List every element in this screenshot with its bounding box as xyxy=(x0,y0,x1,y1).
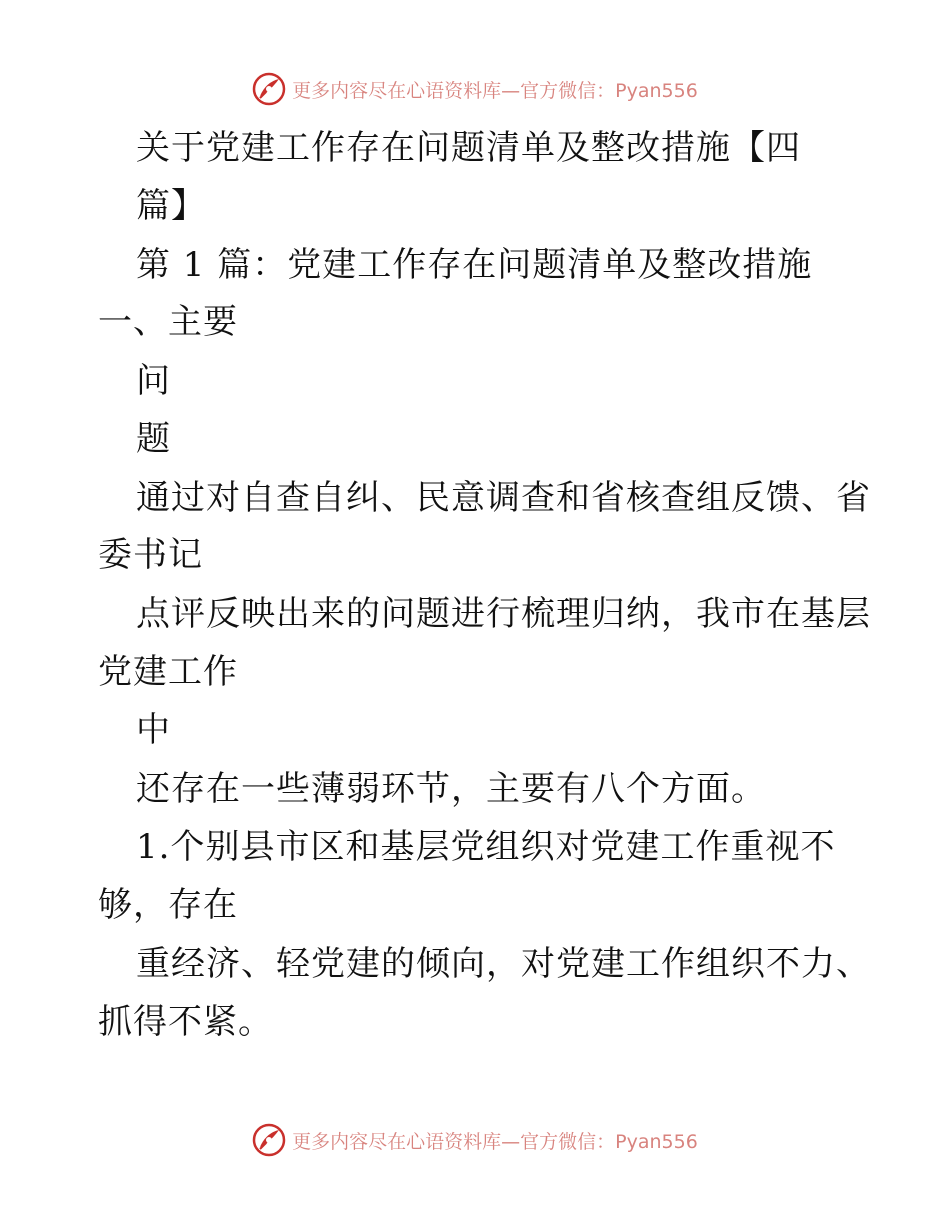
doc-line: 一、主要 xyxy=(98,302,238,342)
doc-line: 1.个别县市区和基层党组织对党建工作重视不 xyxy=(136,827,836,867)
doc-line: 党建工作 xyxy=(98,652,238,692)
doc-line: 还存在一些薄弱环节，主要有八个方面。 xyxy=(136,769,766,809)
doc-line: 抓得不紧。 xyxy=(98,1002,273,1042)
quill-pen-logo-icon xyxy=(252,1123,286,1157)
doc-line: 问 xyxy=(136,361,171,401)
doc-line: 通过对自查自纠、民意调查和省核查组反馈、省 xyxy=(136,478,871,518)
doc-line: 委书记 xyxy=(98,535,203,575)
doc-subtitle: 第 1 篇：党建工作存在问题清单及整改措施 xyxy=(136,245,813,285)
doc-title-line-2: 篇】 xyxy=(136,186,206,226)
doc-line: 够，存在 xyxy=(98,885,238,925)
footer-banner-text: 更多内容尽在心语资料库—官方微信：Pyan556 xyxy=(292,1130,698,1153)
doc-line: 题 xyxy=(136,419,171,459)
doc-line: 中 xyxy=(136,710,171,750)
header-banner-text: 更多内容尽在心语资料库—官方微信：Pyan556 xyxy=(292,79,698,102)
quill-pen-logo-icon xyxy=(252,72,286,106)
doc-line: 重经济、轻党建的倾向，对党建工作组织不力、 xyxy=(136,944,871,984)
doc-line: 点评反映出来的问题进行梳理归纳，我市在基层 xyxy=(136,594,871,634)
footer-banner xyxy=(0,1120,950,1160)
doc-title-line-1: 关于党建工作存在问题清单及整改措施【四 xyxy=(136,128,801,168)
header-banner xyxy=(0,69,950,109)
